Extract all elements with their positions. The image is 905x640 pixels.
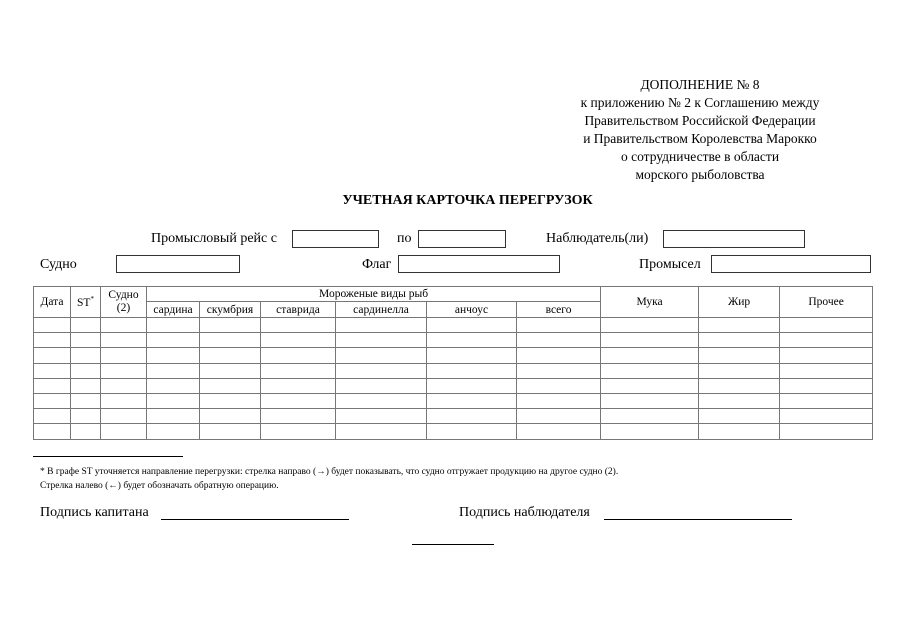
table-cell[interactable]: [71, 409, 101, 424]
table-cell[interactable]: [780, 424, 873, 439]
table-row: [34, 333, 873, 348]
header-sardine: сардина: [147, 302, 200, 318]
table-cell[interactable]: [34, 378, 71, 393]
observer-label: Наблюдатель(ли): [546, 231, 649, 246]
transshipment-table: [33, 286, 873, 440]
vessel-label: Судно: [40, 257, 77, 272]
table-cell[interactable]: [261, 333, 336, 348]
header-horse-mackerel: ставрида: [261, 302, 336, 318]
table-cell[interactable]: [699, 378, 780, 393]
table-cell[interactable]: [427, 363, 517, 378]
table-cell[interactable]: [427, 393, 517, 408]
table-cell[interactable]: [601, 409, 699, 424]
observer-field[interactable]: [663, 230, 805, 248]
table-cell[interactable]: [261, 393, 336, 408]
table-cell[interactable]: [101, 409, 147, 424]
table-cell[interactable]: [427, 348, 517, 363]
annex-line: Правительством Российской Федерации: [584, 113, 816, 128]
table-cell[interactable]: [427, 409, 517, 424]
table-cell[interactable]: [601, 363, 699, 378]
table-cell[interactable]: [517, 409, 601, 424]
table-cell[interactable]: [517, 424, 601, 439]
table-cell[interactable]: [517, 348, 601, 363]
captain-signature-line[interactable]: [161, 519, 349, 520]
footnote-mark: *: [90, 295, 94, 304]
table-cell[interactable]: [101, 348, 147, 363]
observer-signature-label: Подпись наблюдателя: [459, 505, 590, 520]
annex-line: о сотрудничестве в области: [620, 149, 780, 164]
annex-line: морского рыболовства: [635, 167, 765, 182]
table-cell[interactable]: [34, 348, 71, 363]
header-other: Прочее: [780, 287, 873, 318]
table-row: [34, 348, 873, 363]
table-cell[interactable]: [336, 393, 427, 408]
fishery-field[interactable]: [711, 255, 871, 273]
annex-line: и Правительством Королевства Марокко: [583, 131, 817, 146]
table-cell[interactable]: [780, 333, 873, 348]
table-row: [34, 409, 873, 424]
table-cell[interactable]: [336, 378, 427, 393]
table-cell[interactable]: [427, 318, 517, 333]
table-row: [34, 424, 873, 439]
header-date: Дата: [34, 287, 71, 318]
table-cell[interactable]: [601, 318, 699, 333]
annex-line: ДОПОЛНЕНИЕ № 8: [640, 77, 760, 92]
table-cell[interactable]: [71, 333, 101, 348]
table-cell[interactable]: [101, 333, 147, 348]
table-row: [34, 318, 873, 333]
table-cell[interactable]: [200, 378, 261, 393]
table-cell[interactable]: [147, 409, 200, 424]
table-cell[interactable]: [101, 378, 147, 393]
header-anchovy: анчоус: [427, 302, 517, 318]
table-cell[interactable]: [780, 409, 873, 424]
flag-field[interactable]: [398, 255, 560, 273]
header-total: всего: [517, 302, 601, 318]
table-cell[interactable]: [517, 378, 601, 393]
table-cell[interactable]: [71, 424, 101, 439]
table-cell[interactable]: [517, 318, 601, 333]
table-cell[interactable]: [101, 363, 147, 378]
captain-signature-label: Подпись капитана: [40, 505, 149, 520]
table-cell[interactable]: [200, 409, 261, 424]
table-cell[interactable]: [699, 393, 780, 408]
table-cell[interactable]: [34, 409, 71, 424]
table-cell[interactable]: [427, 333, 517, 348]
table-cell[interactable]: [261, 378, 336, 393]
table-cell[interactable]: [101, 393, 147, 408]
table-cell[interactable]: [261, 424, 336, 439]
table-cell[interactable]: [427, 424, 517, 439]
footnote-divider: [33, 456, 183, 457]
table-cell[interactable]: [601, 348, 699, 363]
bottom-divider: [412, 544, 494, 545]
table-cell[interactable]: [780, 348, 873, 363]
document-title: УЧЕТНАЯ КАРТОЧКА ПЕРЕГРУЗОК: [342, 193, 593, 208]
table-cell[interactable]: [101, 318, 147, 333]
observer-signature-line[interactable]: [604, 519, 792, 520]
table-cell[interactable]: [780, 363, 873, 378]
table-cell[interactable]: [34, 424, 71, 439]
table-cell[interactable]: [601, 333, 699, 348]
header-meal: Мука: [601, 287, 699, 318]
header-mackerel: скумбрия: [200, 302, 261, 318]
table-cell[interactable]: [517, 393, 601, 408]
annex-header: [540, 76, 860, 184]
fishery-label: Промысел: [639, 257, 701, 272]
flag-label: Флаг: [362, 257, 392, 272]
table-cell[interactable]: [601, 393, 699, 408]
table-cell[interactable]: [601, 424, 699, 439]
table-row: [34, 363, 873, 378]
table-cell[interactable]: [200, 348, 261, 363]
table-cell[interactable]: [200, 363, 261, 378]
table-cell[interactable]: [34, 318, 71, 333]
table-cell[interactable]: [200, 333, 261, 348]
table-cell[interactable]: [601, 378, 699, 393]
table-cell[interactable]: [780, 318, 873, 333]
table-cell[interactable]: [71, 378, 101, 393]
table-cell[interactable]: [336, 424, 427, 439]
table-cell[interactable]: [780, 393, 873, 408]
table-cell[interactable]: [261, 348, 336, 363]
table-cell[interactable]: [261, 363, 336, 378]
table-cell[interactable]: [517, 363, 601, 378]
footnote-line: Стрелка налево (←) будет обозначать обратную операцию.: [40, 481, 279, 491]
table-cell[interactable]: [71, 348, 101, 363]
header-vessel: Судно (2): [101, 287, 147, 318]
table-cell[interactable]: [336, 363, 427, 378]
trip-end-field[interactable]: [418, 230, 506, 248]
footnote: [40, 465, 618, 493]
table-cell[interactable]: [261, 409, 336, 424]
table-cell[interactable]: [71, 393, 101, 408]
table-cell[interactable]: [699, 348, 780, 363]
table-cell[interactable]: [336, 333, 427, 348]
table-cell[interactable]: [147, 333, 200, 348]
table-cell[interactable]: [699, 318, 780, 333]
table-cell[interactable]: [71, 363, 101, 378]
table-cell[interactable]: [261, 318, 336, 333]
trip-start-field[interactable]: [292, 230, 379, 248]
table-row: [34, 393, 873, 408]
table-cell[interactable]: [34, 363, 71, 378]
table-cell[interactable]: [427, 378, 517, 393]
table-cell[interactable]: [699, 333, 780, 348]
footnote-line: * В графе ST уточняется направление перегрузки: стрелка направо (→) будет показывать, что судно отгружает продукцию на другое судно (2).: [40, 467, 619, 477]
header-sardinella: сардинелла: [336, 302, 427, 318]
table-cell[interactable]: [780, 378, 873, 393]
table-cell[interactable]: [101, 424, 147, 439]
table-cell[interactable]: [699, 363, 780, 378]
vessel-field[interactable]: [116, 255, 240, 273]
table-cell[interactable]: [336, 348, 427, 363]
header-frozen-group: Мороженые виды рыб: [147, 287, 601, 302]
header-st: ST*: [71, 287, 101, 318]
table-cell[interactable]: [147, 318, 200, 333]
table-cell[interactable]: [34, 333, 71, 348]
table-cell[interactable]: [336, 409, 427, 424]
table-cell[interactable]: [699, 424, 780, 439]
table-cell[interactable]: [71, 318, 101, 333]
table-row: [34, 378, 873, 393]
trip-to-label: по: [397, 231, 412, 246]
table-cell[interactable]: [200, 393, 261, 408]
table-cell[interactable]: [517, 333, 601, 348]
table-body: [34, 318, 873, 440]
header-fat: Жир: [699, 287, 780, 318]
table-cell[interactable]: [34, 393, 71, 408]
table-cell[interactable]: [147, 424, 200, 439]
table-cell[interactable]: [147, 363, 200, 378]
table-cell[interactable]: [200, 424, 261, 439]
table-cell[interactable]: [147, 348, 200, 363]
annex-line: к приложению № 2 к Соглашению между: [580, 95, 820, 110]
table-cell[interactable]: [699, 409, 780, 424]
table-cell[interactable]: [200, 318, 261, 333]
trip-label: Промысловый рейс с: [151, 231, 277, 246]
table-cell[interactable]: [147, 393, 200, 408]
table-cell[interactable]: [147, 378, 200, 393]
table-cell[interactable]: [336, 318, 427, 333]
